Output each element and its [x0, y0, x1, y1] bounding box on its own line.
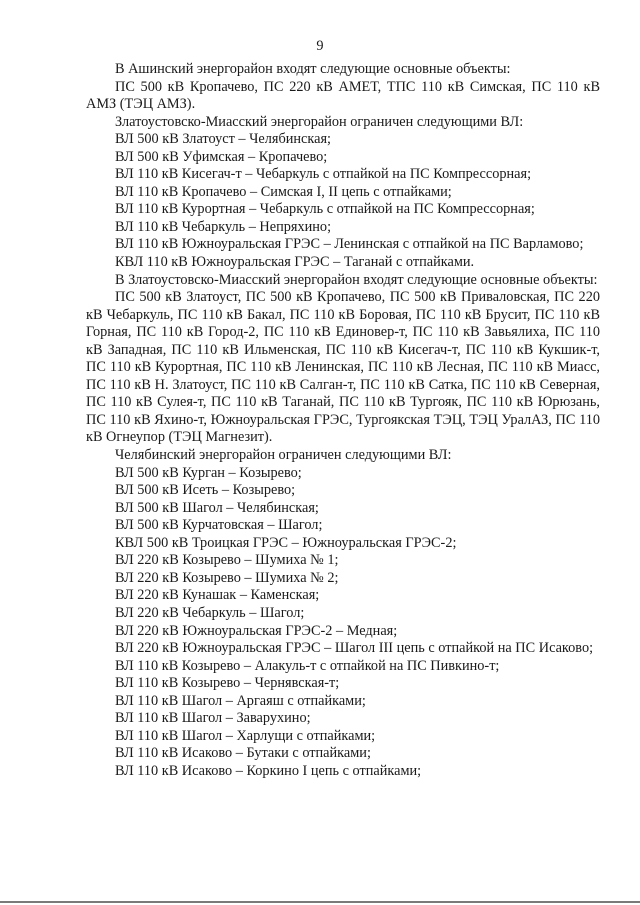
paragraph: ВЛ 220 кВ Южноуральская ГРЭС – Шагол III цепь с отпайкой на ПС Исаково; — [115, 640, 594, 657]
paragraph: ВЛ 220 кВ Чебаркуль – Шагол; — [115, 604, 305, 621]
paragraph: ВЛ 500 кВ Курчатовская – Шагол; — [115, 517, 323, 534]
paragraph: ВЛ 110 кВ Кропачево – Симская I, II цепь с отпайками; — [115, 183, 452, 200]
paragraph: ВЛ 110 кВ Южноуральская ГРЭС – Ленинская с отпайкой на ПС Варламово; — [115, 236, 584, 253]
paragraph: Златоустовско-Миасский энергорайон ограничен следующими ВЛ: — [115, 113, 524, 130]
paragraph: В Ашинский энергорайон входят следующие основные объекты: — [115, 61, 511, 77]
paragraph: ВЛ 500 кВ Уфимская – Кропачево; — [115, 148, 328, 165]
document-body — [86, 61, 600, 780]
paragraph: ВЛ 220 кВ Козырево – Шумиха № 1; — [115, 552, 339, 569]
paragraph: ПС 500 кВ Кропачево, ПС 220 кВ АМЕТ, ТПС 110 кВ Симская, ПС 110 кВ АМЗ (ТЭЦ АМЗ). — [86, 78, 600, 113]
paragraph: ВЛ 110 кВ Кисегач-т – Чебаркуль с отпайкой на ПС Компрессорная; — [115, 166, 532, 183]
paragraph: ВЛ 110 кВ Шагол – Заварухино; — [115, 710, 311, 727]
paragraph: ВЛ 110 кВ Шагол – Аргаяш с отпайками; — [115, 692, 366, 709]
paragraph: ВЛ 500 кВ Курган – Козырево; — [115, 464, 302, 481]
paragraph: В Златоустовско-Миасский энергорайон входят следующие основные объекты: — [115, 271, 598, 288]
paragraph: ВЛ 220 кВ Кунашак – Каменская; — [115, 587, 320, 604]
paragraph: Челябинский энергорайон ограничен следующими ВЛ: — [115, 447, 452, 464]
bottom-edge-line — [0, 901, 640, 903]
paragraph: ВЛ 110 кВ Козырево – Алакуль-т с отпайкой на ПС Пивкино-т; — [115, 657, 500, 674]
paragraph: КВЛ 500 кВ Троицкая ГРЭС – Южноуральская ГРЭС-2; — [115, 534, 457, 551]
paragraph: ВЛ 220 кВ Козырево – Шумиха № 2; — [115, 569, 339, 586]
paragraph: ВЛ 500 кВ Исеть – Козырево; — [115, 482, 296, 499]
paragraph: ВЛ 500 кВ Златоуст – Челябинская; — [115, 131, 332, 148]
paragraph: ВЛ 110 кВ Исаково – Бутаки с отпайками; — [115, 745, 371, 762]
paragraph: ВЛ 110 кВ Исаково – Коркино I цепь с отпайками; — [115, 762, 422, 779]
paragraph: ВЛ 500 кВ Шагол – Челябинская; — [115, 499, 319, 516]
paragraph: КВЛ 110 кВ Южноуральская ГРЭС – Таганай с отпайками. — [115, 254, 475, 271]
paragraph: ВЛ 110 кВ Курортная – Чебаркуль с отпайкой на ПС Компрессорная; — [115, 201, 535, 218]
paragraph: ВЛ 220 кВ Южноуральская ГРЭС-2 – Медная; — [115, 622, 398, 639]
paragraph: ВЛ 110 кВ Чебаркуль – Непряхино; — [115, 218, 332, 235]
paragraph: ВЛ 110 кВ Козырево – Чернявская-т; — [115, 675, 340, 692]
paragraph: ВЛ 110 кВ Шагол – Харлущи с отпайками; — [115, 727, 376, 744]
paragraph: ПС 500 кВ Златоуст, ПС 500 кВ Кропачево, ПС 500 кВ Приваловская, ПС 220 кВ Чебаркуль, ПС 110 кВ Бакал, ПС 110 кВ Боровая, ПС 110 кВ Брусит, ПС 110 кВ Горная, ПС 110 кВ Город-2, ПС 110 кВ Единовер-т, ПС 110 кВ Завьялиха, ПС 110 кВ Западная, ПС 110 кВ Ильменская, ПС 110 кВ Кисегач-т, ПС 110 кВ Кукшик-т, ПС 110 кВ Курортная, ПС 110 кВ Ленинская, ПС 110 кВ Лесная, ПС 110 кВ Миасс, ПС 110 кВ Н. Златоуст, ПС 110 кВ Салган-т, ПС 110 кВ Сатка, ПС 110 кВ Северная, ПС 110 кВ Сулея-т, ПС 110 кВ Таганай, ПС 110 кВ Тургояк, ПС 110 кВ Юрюзань, ПС 110 кВ Яхино-т, Южноуральская ГРЭС, Тургоякская ТЭЦ, ТЭЦ УралАЗ, ПС 110 кВ Огнеупор (ТЭЦ Магнезит). — [86, 289, 600, 446]
page-number: 9 — [316, 38, 324, 54]
